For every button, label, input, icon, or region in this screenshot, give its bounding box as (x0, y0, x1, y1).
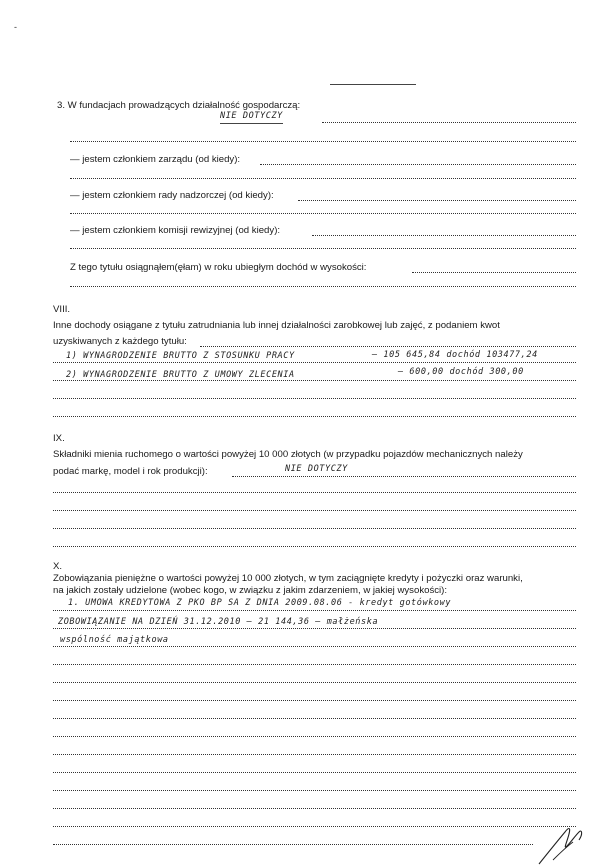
section-9-number: IX. (53, 433, 65, 444)
supervisory-board-label: — jestem członkiem rady nadzorczej (od kiedy): (70, 190, 274, 201)
section-3-heading: 3. W fundacjach prowadzących działalność gospodarczą: (57, 100, 301, 111)
header-rule (330, 84, 416, 85)
audit-committee-label: — jestem członkiem komisji rewizyjnej (od kiedy): (70, 225, 281, 236)
section-3-income-label: Z tego tytułu osiągnąłem(ęłam) w roku ubiegłym dochód w wysokości: (70, 262, 367, 273)
margin-mark: - (14, 22, 17, 32)
section-8-number: VIII. (53, 304, 71, 315)
section-9-text-line1: Składniki mienia ruchomego o wartości powyżej 10 000 złotych (w przypadku pojazdów mechanicznych należy (53, 449, 523, 460)
section-10-text-line1: Zobowiązania pieniężne o wartości powyżej 10 000 złotych, w tym zaciągnięte kredyty i pożyczki oraz warunki, (53, 573, 523, 584)
income-entry-2-description: 2) WYNAGRODZENIE BRUTTO Z UMOWY ZLECENIA (66, 370, 295, 380)
section-9-text-line2: podać markę, model i rok produkcji): (53, 466, 208, 477)
liability-entry-1-line1: 1. UMOWA KREDYTOWA Z PKO BP SA Z DNIA 2009.08.06 - kredyt gotówkowy (68, 598, 452, 608)
section-10-text-line2: na jakich zostały udzielone (wobec kogo, w związku z jakim zdarzeniem, w jakiej wysokości): (53, 585, 448, 596)
liability-entry-1-line3: wspólność majątkowa (60, 635, 169, 645)
section-8-text-line1: Inne dochody osiągane z tytułu zatrudniania lub innej działalności zarobkowej lub zajęć, z podaniem kwot (53, 320, 500, 331)
income-entry-1-description: 1) WYNAGRODZENIE BRUTTO Z STOSUNKU PRACY (66, 351, 295, 361)
board-member-label: — jestem członkiem zarządu (od kiedy): (70, 154, 241, 165)
section-3-answer: NIE DOTYCZY (220, 110, 283, 124)
income-entry-2-amount: — 600,00 dochód 300,00 (398, 367, 524, 377)
liability-entry-1-line2: ZOBOWIĄZANIE NA DZIEŃ 31.12.2010 — 21 144,36 — małżeńska (58, 617, 379, 627)
income-entry-1-amount: — 105 645,84 dochód 103477,24 (372, 350, 538, 360)
section-9-answer: NIE DOTYCZY (285, 464, 348, 474)
section-8-text-line2: uzyskiwanych z każdego tytułu: (53, 336, 187, 347)
section-10-number: X. (53, 561, 63, 572)
signature-scribble (535, 820, 589, 866)
